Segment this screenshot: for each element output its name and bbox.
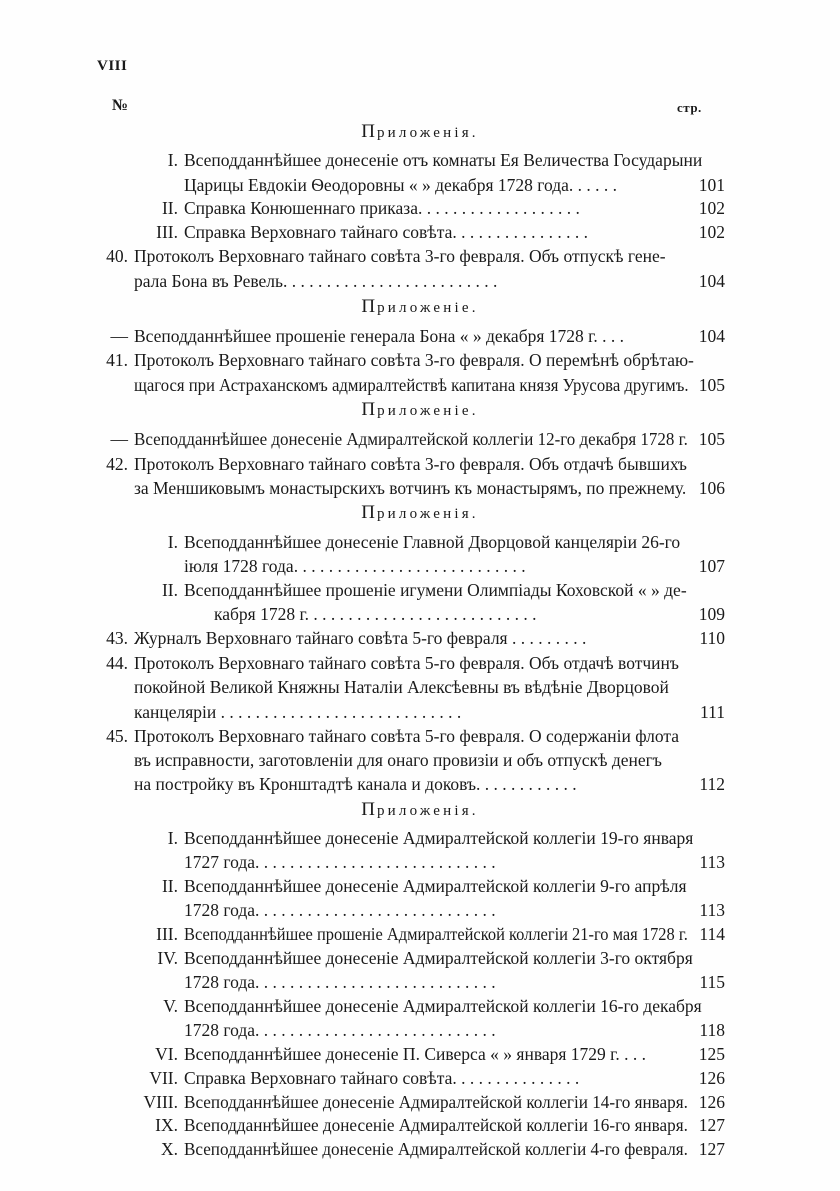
toc-entry-line xyxy=(0,994,840,1018)
entry-number: II. xyxy=(161,580,178,600)
toc-entry-line xyxy=(0,626,840,650)
entry-text: 1728 года. . . . . . . . . . . . . . . . . . . . . . . . . . . . xyxy=(184,972,496,992)
toc-entry-line xyxy=(0,324,840,348)
toc-entry-line xyxy=(0,148,840,172)
entry-number: I. xyxy=(167,828,178,848)
toc-entry-line xyxy=(0,724,840,748)
entry-page-number: 111 xyxy=(700,702,725,722)
entry-page-number: 115 xyxy=(699,972,725,992)
toc-entry-line xyxy=(0,1090,840,1114)
toc-entry-line xyxy=(0,1066,840,1090)
toc-entry-line xyxy=(0,578,840,602)
toc-entry-line xyxy=(0,220,840,244)
entry-text: въ исправности, заготовленіи для онаго провизіи и объ отпускѣ денегъ xyxy=(134,750,662,770)
section-heading: Приложеніе. xyxy=(361,399,479,420)
entry-number: III. xyxy=(156,924,178,944)
entry-page-number: 112 xyxy=(699,774,725,794)
toc-entry-line xyxy=(0,373,840,397)
entry-text: 1727 года. . . . . . . . . . . . . . . . . . . . . . . . . . . . xyxy=(184,852,496,872)
section-heading: Приложенія. xyxy=(361,121,479,142)
entry-page-number: 118 xyxy=(699,1020,725,1040)
toc-entry-line xyxy=(0,946,840,970)
entry-page-number: 125 xyxy=(698,1044,725,1064)
entry-text: Всеподданнѣйшее донесеніе Адмиралтейской коллегіи 19-го января xyxy=(184,828,694,848)
entry-number: VII. xyxy=(149,1068,178,1088)
section-heading: Приложеніе. xyxy=(361,296,479,317)
entry-number: 41. xyxy=(106,350,128,370)
entry-text: Всеподданнѣйшее донесеніе отъ комнаты Ея Величества Государыни xyxy=(184,150,703,170)
entry-page-number: 104 xyxy=(698,326,725,346)
entry-text: Справка Верховнаго тайнаго совѣта. . . . . . . . . . . . . . . . xyxy=(184,222,589,242)
entry-number: 45. xyxy=(106,726,128,746)
entry-number: II. xyxy=(161,876,178,896)
entry-text: Всеподданнѣйшее донесеніе Адмиралтейской коллегіи 16-го декабря xyxy=(184,996,702,1016)
toc-entry-line xyxy=(0,922,840,946)
entry-text: Всеподданнѣйшее донесеніе Адмиралтейской коллегіи 12-го декабря 1728 г. xyxy=(134,429,688,449)
entry-text: 1728 года. . . . . . . . . . . . . . . . . . . . . . . . . . . . xyxy=(184,1020,496,1040)
entry-text: Протоколъ Верховнаго тайнаго совѣта 5-го февраля. Объ отдачѣ вотчинъ xyxy=(134,653,679,673)
entry-number: IX. xyxy=(155,1115,178,1135)
entry-text: кабря 1728 г. . . . . . . . . . . . . . . . . . . . . . . . . . . xyxy=(214,604,537,624)
entry-text: Всеподданнѣйшее донесеніе Адмиралтейской коллегіи 14-го января. xyxy=(184,1092,688,1112)
toc-entry-line xyxy=(0,427,840,451)
entry-page-number: 109 xyxy=(698,604,725,624)
toc-entry-line xyxy=(0,269,840,293)
entry-text: канцеляріи . . . . . . . . . . . . . . . . . . . . . . . . . . . . xyxy=(134,702,462,722)
entry-text: Всеподданнѣйшее донесеніе Адмиралтейской коллегіи 4-го февраля. xyxy=(184,1139,688,1159)
entry-page-number: 110 xyxy=(699,628,725,648)
entry-text: Справка Конюшеннаго приказа. . . . . . . . . . . . . . . . . . . xyxy=(184,198,580,218)
toc-entry-line xyxy=(0,348,840,372)
toc-entry-line xyxy=(0,898,840,922)
entry-page-number: 102 xyxy=(698,198,725,218)
entry-text: Всеподданнѣйшее донесеніе Адмиралтейской коллегіи 3-го октября xyxy=(184,948,693,968)
entry-number: 44. xyxy=(106,653,128,673)
entry-text: Протоколъ Верховнаго тайнаго совѣта 3-го февраля. О перемѣнѣ обрѣтаю- xyxy=(134,350,694,370)
entry-number: X. xyxy=(160,1139,178,1159)
entry-page-number: 127 xyxy=(698,1139,725,1159)
entry-number: III. xyxy=(156,222,178,242)
entry-page-number: 126 xyxy=(698,1068,725,1088)
entry-text: Протоколъ Верховнаго тайнаго совѣта 3-го февраля. Объ отдачѣ бывшихъ xyxy=(134,454,687,474)
toc-entry-line xyxy=(0,874,840,898)
toc-entry-line xyxy=(0,1113,840,1137)
entry-number: 43. xyxy=(106,628,128,648)
number-column-header: № xyxy=(112,97,129,114)
entry-page-number: 126 xyxy=(698,1092,725,1112)
entry-page-number: 101 xyxy=(698,175,725,195)
toc-entry-line xyxy=(0,772,840,796)
entry-text: щагося при Астраханскомъ адмиралтействѣ капитана князя Урусова другимъ. xyxy=(134,375,689,395)
entry-text: Всеподданнѣйшее донесеніе Адмиралтейской коллегіи 9-го апрѣля xyxy=(184,876,687,896)
entry-text: Царицы Евдокіи Ѳеодоровны « » декабря 1728 года. . . . . . xyxy=(184,175,618,195)
toc-entry-line xyxy=(0,452,840,476)
section-heading: Приложенія. xyxy=(361,502,479,523)
entry-number: 40. xyxy=(106,246,128,266)
entry-page-number: 104 xyxy=(698,271,725,291)
toc-entry-line xyxy=(0,602,840,626)
entry-page-number: 105 xyxy=(698,429,725,449)
entry-text: Всеподданнѣйшее прошеніе генерала Бона « » декабря 1728 г. . . . xyxy=(134,326,624,346)
entry-text: Всеподданнѣйшее прошеніе Адмиралтейской коллегіи 21-го мая 1728 г. xyxy=(184,924,688,944)
entry-text: Протоколъ Верховнаго тайнаго совѣта 3-го февраля. Объ отпускѣ гене- xyxy=(134,246,666,266)
toc-entry-line xyxy=(0,476,840,500)
page-number: VIII xyxy=(97,58,128,74)
toc-entry-line xyxy=(0,826,840,850)
toc-entry-line xyxy=(0,530,840,554)
entry-number: I. xyxy=(167,150,178,170)
entry-number: I. xyxy=(167,532,178,552)
entry-number: V. xyxy=(163,996,178,1016)
entry-page-number: 113 xyxy=(699,900,725,920)
entry-text: Всеподданнѣйшее прошеніе игумени Олимпіады Коховской « » де- xyxy=(184,580,687,600)
entry-text: Справка Верховнаго тайнаго совѣта. . . . . . . . . . . . . . . xyxy=(184,1068,580,1088)
toc-entry-line xyxy=(0,1042,840,1066)
page-column-header: стр. xyxy=(677,100,702,115)
entry-number: — xyxy=(110,429,128,449)
toc-entry-line xyxy=(0,244,840,268)
toc-entry-line xyxy=(0,970,840,994)
toc-entry-line xyxy=(0,554,840,578)
toc-entry-line xyxy=(0,675,840,699)
entry-number: II. xyxy=(161,198,178,218)
entry-text: на постройку въ Кронштадтѣ канала и доковъ. . . . . . . . . . . . xyxy=(134,774,577,794)
entry-page-number: 106 xyxy=(698,478,725,498)
entry-number: — xyxy=(110,326,128,346)
toc-entry-line xyxy=(0,196,840,220)
section-heading: Приложенія. xyxy=(361,799,479,820)
entry-number: 42. xyxy=(106,454,128,474)
toc-entry-line xyxy=(0,651,840,675)
entry-number: VIII. xyxy=(143,1092,178,1112)
entry-text: іюля 1728 года. . . . . . . . . . . . . . . . . . . . . . . . . . . xyxy=(184,556,526,576)
entry-text: 1728 года. . . . . . . . . . . . . . . . . . . . . . . . . . . . xyxy=(184,900,496,920)
entry-number: VI. xyxy=(155,1044,178,1064)
entry-page-number: 127 xyxy=(698,1115,725,1135)
entry-text: рала Бона въ Ревель. . . . . . . . . . . . . . . . . . . . . . . . . xyxy=(134,271,498,291)
entry-text: Журналъ Верховнаго тайнаго совѣта 5-го февраля . . . . . . . . . xyxy=(134,628,587,648)
toc-entry-line xyxy=(0,173,840,197)
entry-page-number: 102 xyxy=(698,222,725,242)
toc-entry-line xyxy=(0,1018,840,1042)
toc-entry-line xyxy=(0,700,840,724)
entry-page-number: 107 xyxy=(698,556,725,576)
entry-number: IV. xyxy=(157,948,178,968)
entry-text: Всеподданнѣйшее донесеніе П. Сиверса « » января 1729 г. . . . xyxy=(184,1044,646,1064)
entry-page-number: 113 xyxy=(699,852,725,872)
entry-text: Всеподданнѣйшее донесеніе Адмиралтейской коллегіи 16-го января. xyxy=(184,1115,688,1135)
entry-text: Всеподданнѣйшее донесеніе Главной Дворцовой канцеляріи 26-го xyxy=(184,532,681,552)
toc-entry-line xyxy=(0,748,840,772)
toc-entry-line xyxy=(0,1137,840,1161)
toc-entry-line xyxy=(0,850,840,874)
entry-text: покойной Великой Княжны Наталіи Алексѣевны въ вѣдѣніе Дворцовой xyxy=(134,677,669,697)
entry-text: Протоколъ Верховнаго тайнаго совѣта 5-го февраля. О содержаніи флота xyxy=(134,726,680,746)
entry-text: за Меншиковымъ монастырскихъ вотчинъ къ монастырямъ, по прежнему. xyxy=(134,478,687,498)
entry-page-number: 105 xyxy=(698,375,725,395)
entry-page-number: 114 xyxy=(699,924,725,944)
